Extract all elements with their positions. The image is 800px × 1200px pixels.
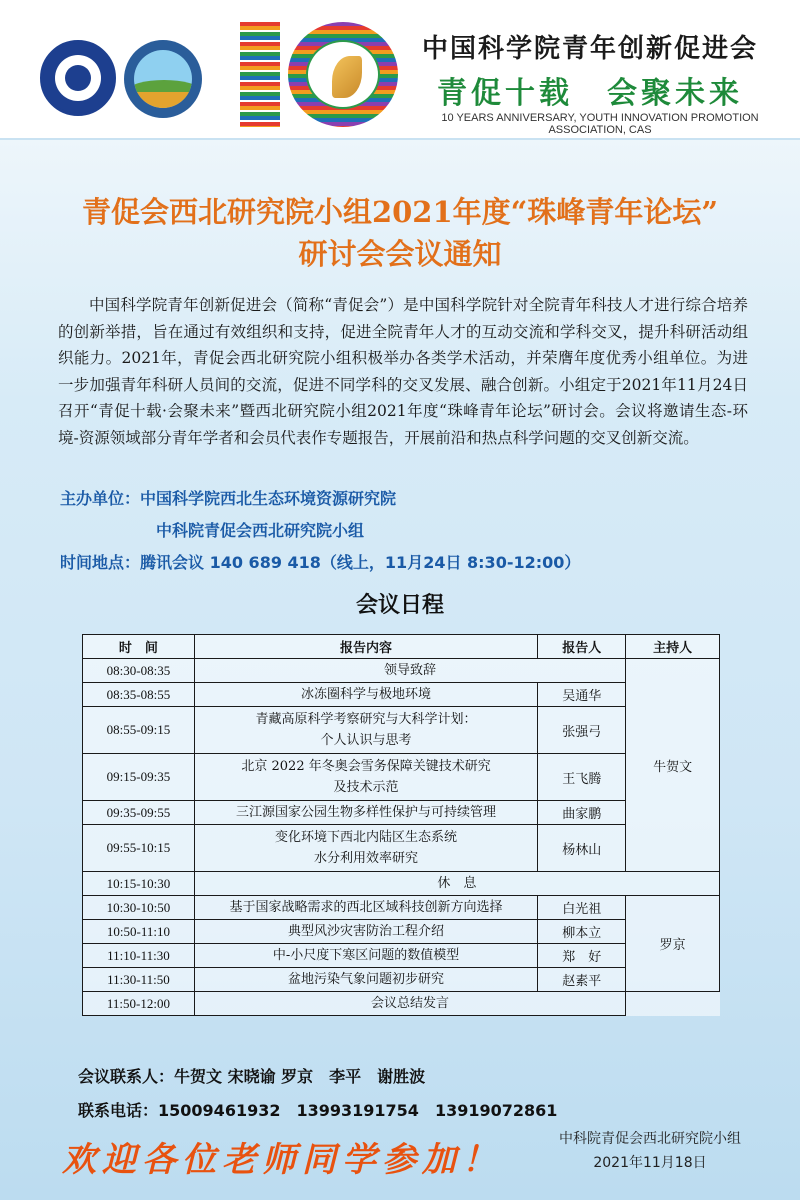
row-content-line: 中-小尺度下寒区问题的数值模型 [272, 948, 460, 963]
welcome-text: 欢迎各位老师同学参加！ [62, 1140, 502, 1180]
row-content [194, 754, 537, 801]
row-time: 10:15-10:30 [83, 872, 195, 896]
table-row [83, 944, 720, 968]
row-speaker: 曲家鹏 [538, 801, 626, 825]
row-content [194, 707, 537, 754]
header-time: 时 间 [83, 635, 195, 659]
row-content [194, 872, 719, 896]
row-time: 09:15-09:35 [83, 754, 195, 801]
table-row [83, 920, 720, 944]
table-row [83, 707, 720, 754]
row-time: 11:10-11:30 [83, 944, 195, 968]
schedule-body [83, 659, 720, 1016]
table-row [83, 968, 720, 992]
row-content-line: 个人认识与思考 [320, 733, 412, 748]
header-speaker: 报告人 [538, 635, 626, 659]
row-speaker: 王飞腾 [538, 754, 626, 801]
organizer-label: 主办单位： [60, 489, 141, 508]
row-content-line: 水分利用效率研究 [314, 851, 419, 866]
row-time: 09:35-09:55 [83, 801, 195, 825]
ten-years-logo-icon [240, 22, 400, 127]
schedule-table [82, 634, 720, 1016]
cas-logo-icon [40, 40, 116, 116]
row-speaker: 赵素平 [538, 968, 626, 992]
org-english-name: 10 YEARS ANNIVERSARY, YOUTH INNOVATION PROMOTION ASSOCIATION, CAS [441, 112, 759, 136]
row-content-line: 典型风沙灾害防治工程介绍 [288, 924, 445, 939]
row-speaker: 白光祖 [538, 896, 626, 920]
table-row [83, 825, 720, 872]
intro-paragraph: 中国科学院青年创新促进会（简称“青促会”）是中国科学院针对全院青年科技人才进行综合培养的创新举措，旨在通过有效组织和支持，促进全院青年人才的互动交流和学科交叉，提升科研活动组织能力。2021年，青促会西北研究院小组积极举办各类学术活动，并荣膺年度优秀小组单位。为进一步加强青年科研人员间的交流，促进不同学科的交叉发展、融合创新。小组定于2021年11月24日召开“青促十载·会聚未来”暨西北研究院小组2021年度“珠峰青年论坛”研讨会。会议将邀请生态-环境-资源领域部分青年学者和会员代表作专题报告，开展前沿和热点科学问题的交叉创新交流。 [58, 296, 748, 447]
row-content [194, 896, 537, 920]
header-host: 主持人 [626, 635, 720, 659]
row-content [194, 801, 537, 825]
table-row [83, 683, 720, 707]
row-speaker: 柳本立 [538, 920, 626, 944]
host-cell: 牛贺文 [626, 659, 720, 872]
table-row [83, 992, 720, 1016]
row-speaker: 杨林山 [538, 825, 626, 872]
notice-title-line2: 研讨会会议通知 [298, 237, 502, 271]
row-content-line: 会议总结发言 [370, 996, 449, 1011]
organizer-line1 [60, 486, 396, 509]
row-content-line: 领导致辞 [383, 663, 436, 678]
row-content [194, 659, 625, 683]
row-content-line: 变化环境下西北内陆区生态系统 [275, 830, 458, 845]
contact-phone-line [78, 1098, 557, 1121]
table-row [83, 801, 720, 825]
row-time: 09:55-10:15 [83, 825, 195, 872]
institute-logo-icon [124, 40, 202, 118]
notice-title-line1: 青促会西北研究院小组2021年度“珠峰青年论坛” [81, 195, 719, 229]
table-row [83, 872, 720, 896]
row-time: 08:30-08:35 [83, 659, 195, 683]
contact-people-line [78, 1064, 425, 1087]
venue-label: 时间地点： [60, 553, 141, 572]
row-content-line: 休 息 [437, 876, 477, 891]
contact-names: 牛贺文 宋晓谕 罗京 李平 谢胜波 [174, 1067, 426, 1086]
row-time: 11:50-12:00 [83, 992, 195, 1016]
table-row [83, 659, 720, 683]
row-speaker: 郑 好 [538, 944, 626, 968]
venue-line [60, 550, 580, 573]
table-row [83, 754, 720, 801]
schedule-title: 会议日程 [355, 593, 444, 618]
org-title: 中国科学院青年创新促进会 [421, 34, 758, 64]
row-content-line: 基于国家战略需求的西北区域科技创新方向选择 [229, 900, 503, 915]
row-content [194, 683, 537, 707]
row-content-line: 及技术示范 [333, 780, 399, 795]
row-content-line: 冰冻圈科学与极地环境 [301, 687, 432, 702]
row-time: 11:30-11:50 [83, 968, 195, 992]
row-content [194, 968, 537, 992]
row-content [194, 920, 537, 944]
organizer-value-1: 中国科学院西北生态环境资源研究院 [140, 489, 397, 508]
row-time: 08:55-09:15 [83, 707, 195, 754]
row-content-line: 三江源国家公园生物多样性保护与可持续管理 [236, 805, 497, 820]
issue-date: 2021年11月18日 [593, 1155, 707, 1171]
row-speaker: 张强弓 [538, 707, 626, 754]
venue-value: 腾讯会议 140 689 418（线上，11月24日 8:30-12:00） [140, 553, 581, 572]
phone-label: 联系电话： [78, 1101, 159, 1120]
row-speaker: 吴通华 [538, 683, 626, 707]
row-time: 10:30-10:50 [83, 896, 195, 920]
row-content-line: 盆地污染气象问题初步研究 [288, 972, 445, 987]
row-content [194, 944, 537, 968]
row-time: 08:35-08:55 [83, 683, 195, 707]
org-slogan: 青促十载 会聚未来 [437, 76, 743, 111]
signature: 中科院青促会西北研究院小组 [559, 1131, 741, 1147]
row-content [194, 825, 537, 872]
header-content: 报告内容 [194, 635, 537, 659]
table-row [83, 896, 720, 920]
row-content [194, 992, 625, 1016]
row-content-line: 北京 2022 年冬奥会雪务保障关键技术研究 [241, 759, 491, 774]
header-banner [0, 0, 800, 140]
organizer-line2: 中科院青促会西北研究院小组 [156, 521, 365, 540]
contact-label: 会议联系人： [78, 1067, 175, 1086]
row-time: 10:50-11:10 [83, 920, 195, 944]
row-content-line: 青藏高原科学考察研究与大科学计划： [255, 712, 477, 727]
phone-numbers: 15009461932 13993191754 13919072861 [158, 1101, 558, 1120]
host-cell: 罗京 [626, 896, 720, 992]
table-header-row [83, 635, 720, 659]
